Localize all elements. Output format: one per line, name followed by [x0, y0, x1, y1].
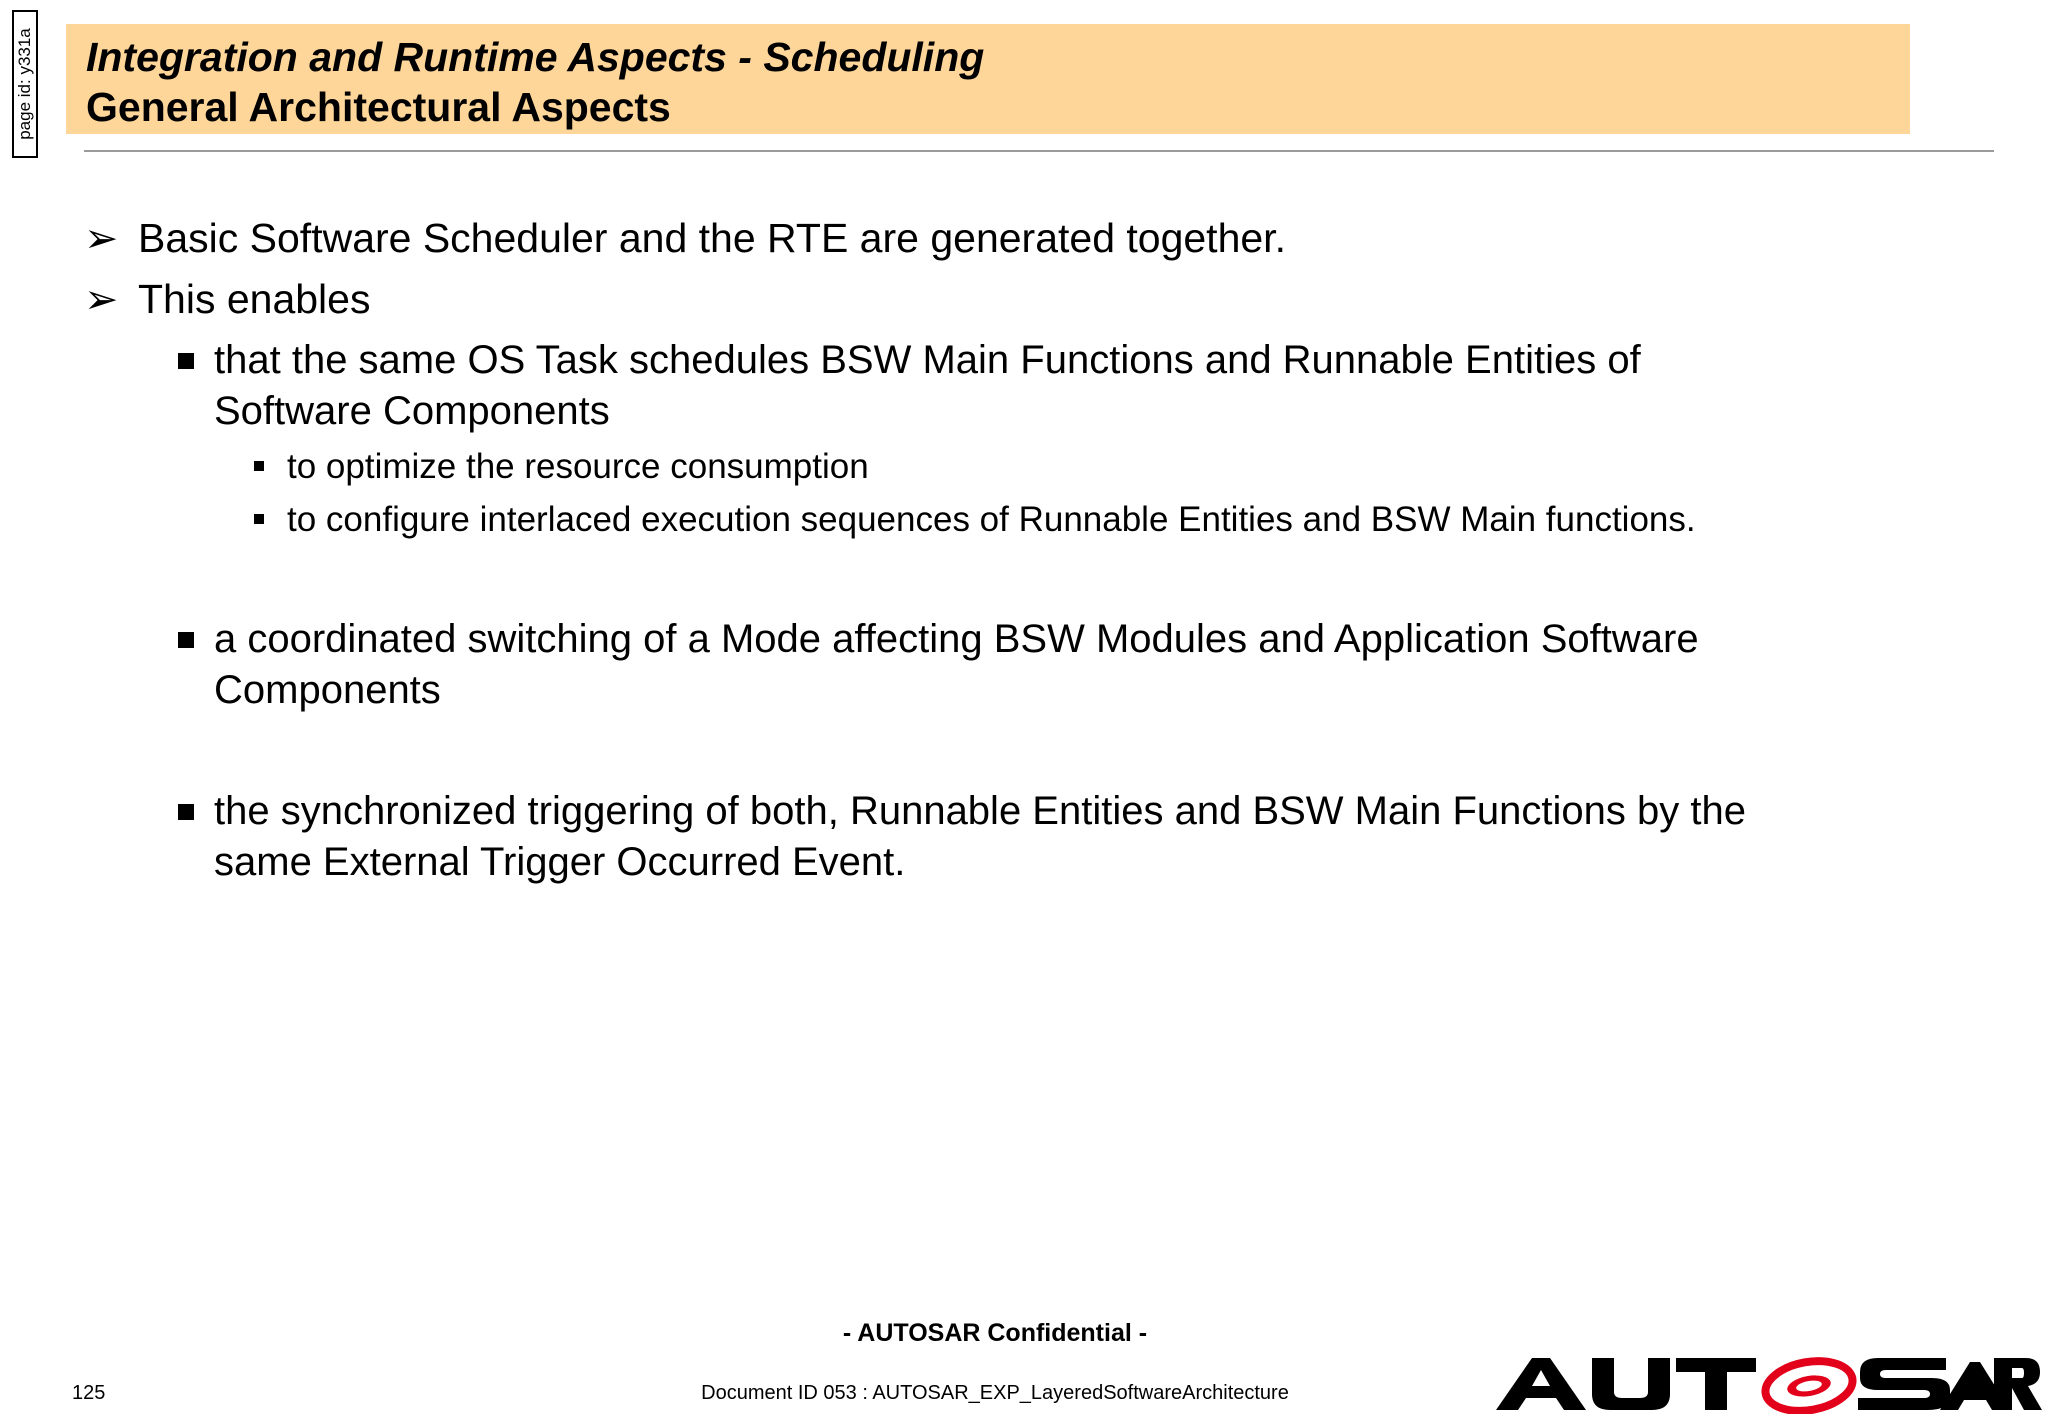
square-bullet-icon [178, 804, 194, 820]
page-title: Integration and Runtime Aspects - Scheduling [86, 34, 985, 80]
sub-bullet-text: Software Components [214, 389, 610, 433]
small-square-bullet-icon [254, 461, 264, 471]
sub-bullet-text: Components [214, 668, 441, 712]
detail-bullet-text: to optimize the resource consumption [287, 447, 869, 486]
sub-bullet-text: same External Trigger Occurred Event. [214, 840, 906, 884]
page-id-label: page id: y331a [15, 28, 34, 140]
page-id-box [12, 10, 38, 158]
title-banner [66, 24, 1910, 134]
bullet-text: This enables [138, 276, 371, 322]
document-id: Document ID 053 : AUTOSAR_EXP_LayeredSoftwareArchitecture [701, 1382, 1289, 1404]
square-bullet-icon [178, 632, 194, 648]
page-number: 125 [72, 1382, 106, 1404]
square-bullet-icon [178, 353, 194, 369]
autosar-logo [1494, 1354, 2042, 1414]
detail-bullet-text: to configure interlaced execution sequences of Runnable Entities and BSW Main functions. [287, 500, 1696, 539]
confidential-notice: - AUTOSAR Confidential - [842, 1319, 1148, 1347]
small-square-bullet-icon [254, 514, 264, 524]
arrow-bullet-icon: ➢ [84, 215, 119, 261]
bullet-text: Basic Software Scheduler and the RTE are generated together. [138, 215, 1286, 261]
sub-bullet-text: the synchronized triggering of both, Runnable Entities and BSW Main Functions by the [214, 789, 1746, 833]
sub-bullet-text: that the same OS Task schedules BSW Main Functions and Runnable Entities of [214, 338, 1641, 382]
title-divider [84, 150, 1994, 152]
sub-bullet-text: a coordinated switching of a Mode affecting BSW Modules and Application Software [214, 617, 1699, 661]
arrow-bullet-icon: ➢ [84, 276, 119, 322]
page-subtitle: General Architectural Aspects [86, 84, 671, 130]
